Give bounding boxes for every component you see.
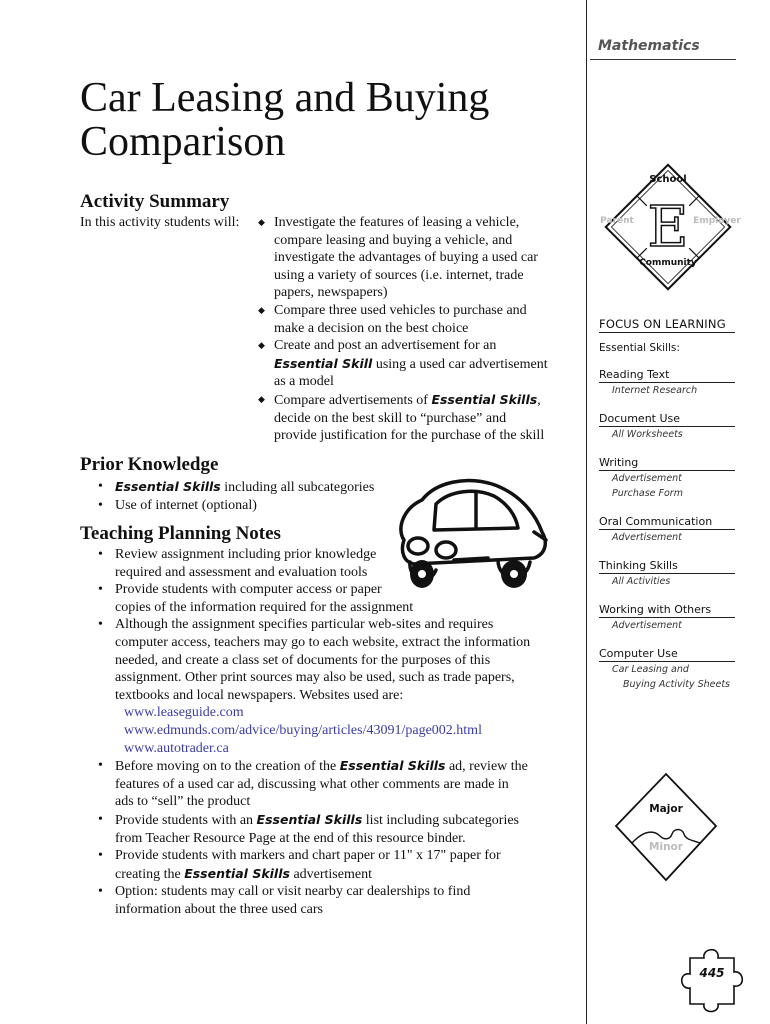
teaching-notes-heading: Teaching Planning Notes [80, 523, 281, 544]
essential-skill-term: Essential Skills [256, 811, 363, 827]
list-item: • Although the assignment specifies particular web-sites and requires computer access, teachers may go to each website, extract the information needed, and create a class set of documents for the purposes of this assignment. Other print sources may also be used, such as trade papers, textbooks and local newspapers. Websites used are: www.leaseguide.com www.edmunds.com/advice/buying/articles/43091/page002.html www.autotrader.ca [96, 616, 576, 757]
essential-skill-term: Essential Skills [184, 865, 290, 881]
focus-sidebar [599, 317, 739, 692]
list-item: ◆ Create and post an advertisement for an Essential Skill using a used car advertisement as a model [256, 337, 581, 391]
focus-group: Writing Advertisement Purchase Form [599, 456, 739, 501]
diagram-letter: E [647, 195, 689, 260]
puzzle-piece-icon [674, 942, 754, 1018]
essential-skill-term: Essential Skills [339, 758, 446, 774]
diagram-label-top: School [649, 174, 687, 185]
activity-summary-heading: Activity Summary [80, 191, 230, 212]
website-link[interactable]: www.leaseguide.com [124, 705, 244, 721]
prior-knowledge-list [96, 478, 396, 514]
focus-group: Oral Communication Advertisement [599, 515, 739, 545]
list-item: • Use of internet (optional) [96, 497, 396, 515]
list-item: • Review assignment including prior knowledge required and assessment and evaluation tools [96, 546, 576, 581]
focus-group: Thinking Skills All Activities [599, 559, 739, 589]
puzzle-minor-label: Minor [649, 841, 683, 853]
list-item: • Provide students with markers and chart paper or 11" x 17" paper for creating the Essential Skills advertisement [96, 847, 576, 883]
list-item: ◆ Compare three used vehicles to purchase and make a decision on the best choice [256, 302, 581, 337]
focus-heading: FOCUS ON LEARNING [599, 317, 735, 333]
title-line-1: Car Leasing and Buying [80, 75, 490, 121]
diagram-label-left: Parent [600, 216, 634, 226]
focus-group: Reading Text Internet Research [599, 368, 739, 398]
diagram-label-right: Employer [693, 216, 741, 226]
list-item: • Provide students with computer access or paper copies of the information required for the assignment [96, 581, 576, 616]
column-divider [586, 0, 587, 1024]
activity-summary-lead: In this activity students will: [80, 215, 240, 230]
list-item: • Before moving on to the creation of the Essential Skills ad, review the features of a used car ad, discussing what other comments are made in ads to “sell” the product [96, 757, 576, 811]
focus-group: Document Use All Worksheets [599, 412, 739, 442]
title-line-2: Comparison [80, 119, 286, 165]
partners-diagram [593, 152, 743, 302]
list-item: • Option: students may call or visit nearby car dealerships to find information about the three used cars [96, 883, 576, 918]
activity-summary-list [256, 214, 581, 445]
website-link[interactable]: www.autotrader.ca [124, 740, 229, 756]
essential-skill-term: Essential Skills [115, 479, 221, 494]
essential-skills-label: Essential Skills: [599, 342, 680, 354]
focus-group: Computer Use Car Leasing and Buying Activity Sheets [599, 647, 739, 692]
list-item: • Provide students with an Essential Skills list including subcategories from Teacher Resource Page at the end of this resource binder. [96, 811, 576, 847]
essential-skill-term: Essential Skills [431, 391, 538, 407]
list-item: • Essential Skills including all subcategories [96, 478, 396, 497]
list-item: ◆ Investigate the features of leasing a vehicle, compare leasing and buying a vehicle, and investigate the advantages of buying a used car using a variety of sources (i.e. internet, trade papers, newspapers) [256, 214, 581, 302]
header-rule [590, 59, 736, 60]
essential-skill-term: Essential Skill [274, 355, 373, 371]
puzzle-major-label: Major [649, 803, 683, 815]
website-link[interactable]: www.edmunds.com/advice/buying/articles/43091/page002.html [124, 722, 482, 738]
prior-knowledge-heading: Prior Knowledge [80, 454, 219, 475]
focus-group: Working with Others Advertisement [599, 603, 739, 633]
list-item: ◆ Compare advertisements of Essential Skills, decide on the best skill to “purchase” and provide justification for the purchase of the skill [256, 391, 581, 445]
diagram-label-bottom: Community [639, 258, 697, 268]
page-title [80, 76, 580, 164]
teaching-notes-list [96, 546, 576, 918]
major-minor-puzzle [610, 770, 722, 890]
page-number: 445 [699, 966, 725, 980]
subject-header: Mathematics [598, 38, 700, 54]
